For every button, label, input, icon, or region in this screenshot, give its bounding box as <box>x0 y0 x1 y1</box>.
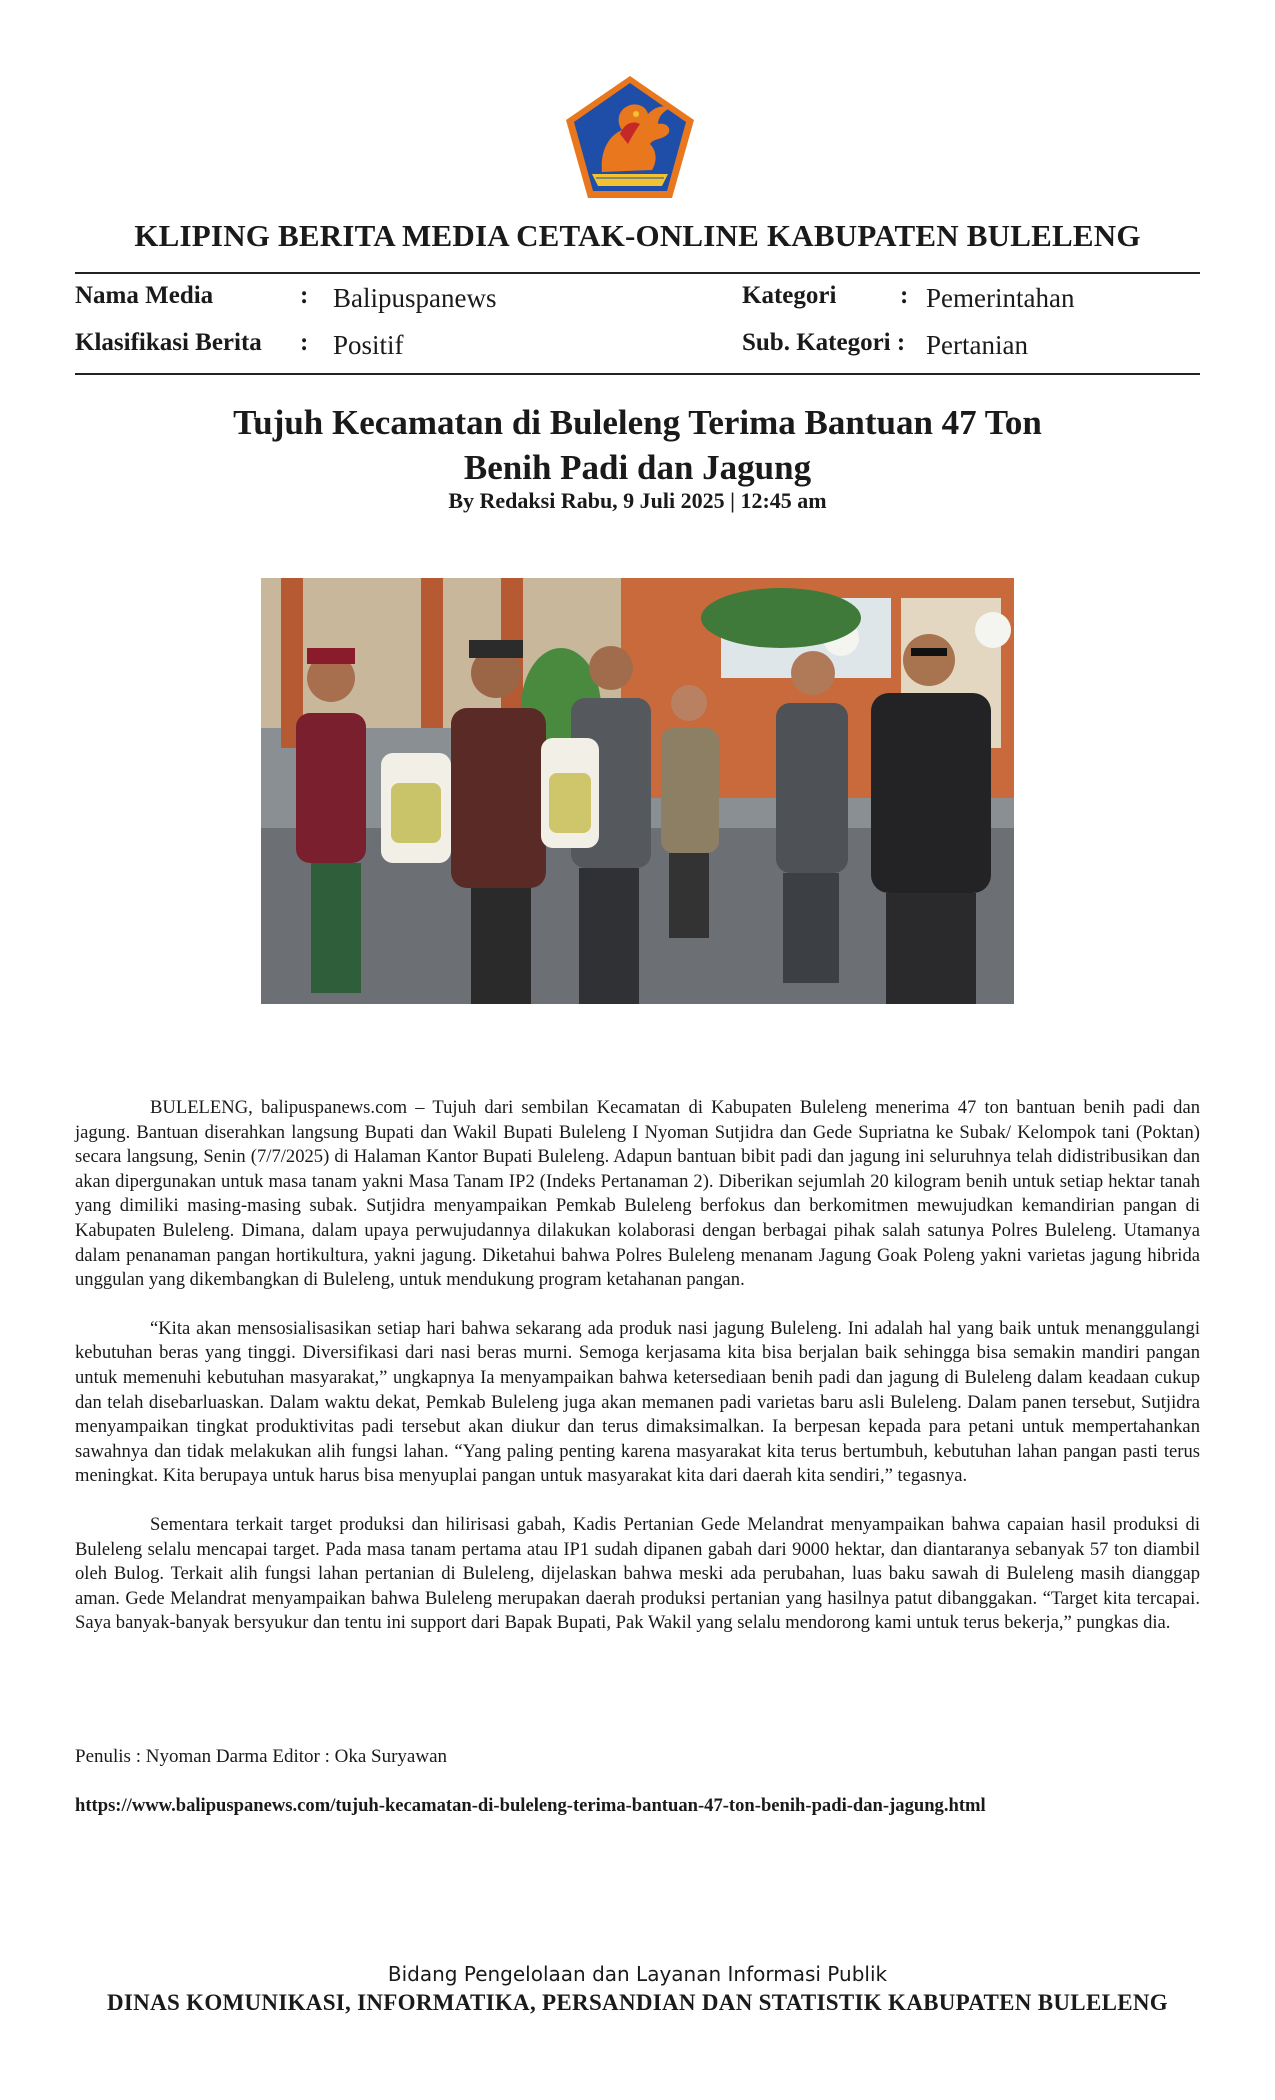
article-byline: By Redaksi Rabu, 9 Juli 2025 | 12:45 am <box>448 488 827 513</box>
klasifikasi-label: Klasifikasi Berita <box>75 329 262 356</box>
nama-media-value: Balipuspanews <box>333 283 497 313</box>
klasifikasi-value: Positif <box>333 330 404 360</box>
top-divider <box>75 272 1200 274</box>
paragraph-1: BULELENG, balipuspanews.com – Tujuh dari sembilan Kecamatan di Kabupaten Buleleng menerima 47 ton bantuan benih padi dan jagung. Bantuan diserahkan langsung Bupati dan Wakil Bupati Buleleng I Nyoman Sutjidra dan Gede Supriatna ke Subak/ Kelompok tani (Poktan) secara langsung, Senin (7/7/2025) di Halaman Kantor Bupati Buleleng. Adapun bantuan bibit padi dan jagung ini seluruhnya telah didistribusikan dan akan dipergunakan untuk masa tanam yakni Masa Tanam IP2 (Indeks Pertanaman 2). Diberikan sejumlah 20 kilogram benih untuk setiap hektar tanah yang dimiliki masing-masing subak. Sutjidra menyampaikan Pemkab Buleleng berfokus dan berkomitmen mewujudkan kemandirian pangan di Kabupaten Buleleng. Dimana, dalam upaya perwujudannya dilakukan kolaborasi dengan berbagai pihak salah satunya Polres Buleleng. Utamanya dalam penanaman pangan hortikultura, yakni jagung. Diketahui bahwa Polres Buleleng menanam Jagung Goak Poleng yakni varietas jagung hibrida unggulan yang dikembangkan di Buleleng, untuk mendukung program ketahanan pangan. <box>75 1097 1200 1291</box>
footer-agency: DINAS KOMUNIKASI, INFORMATIKA, PERSANDIAN DAN STATISTIK KABUPATEN BULELENG <box>107 1990 1168 2015</box>
colon: : <box>300 282 309 309</box>
article-photo <box>261 578 1014 1004</box>
clipping-title: KLIPING BERITA MEDIA CETAK-ONLINE KABUPATEN BULELENG <box>134 218 1141 253</box>
paragraph-3: Sementara terkait target produksi dan hilirisasi gabah, Kadis Pertanian Gede Melandrat menyampaikan bahwa capaian hasil produksi di Buleleng selalu mencapai target. Pada masa tanam pertama atau IP1 sudah dipanen gabah dari 9000 hektar, dan diantaranya sebanyak 57 ton diambil oleh Bulog. Terkait alih fungsi lahan pertanian di Buleleng, dijelaskan bahwa meski ada perubahan, luas baku sawah di Buleleng masih dianggap aman. Gede Melandrat menyampaikan bahwa Buleleng merupakan daerah produksi pertanian yang hasilnya patut dibanggakan. “Target kita tercapai. Saya banyak-banyak bersyukur dan tentu ini support dari Bapak Bupati, Pak Wakil yang selalu mendorong kami untuk terus bekerja,” pungkas dia. <box>75 1513 1200 1634</box>
nama-media-label: Nama Media <box>75 282 214 309</box>
paragraph-2: “Kita akan mensosialisasikan setiap hari bahwa sekarang ada produk nasi jagung Buleleng. Ini adalah hal yang baik untuk menanggulangi kebutuhan beras yang tinggi. Diversifikasi dari nasi beras murni. Semoga kerjasama kita bisa berjalan baik sehingga bisa semakin mandiri pangan untuk memenuhi kebutuhan masyarakat,” ungkapnya Ia menyampaikan bahwa ketersediaan benih padi dan jagung di Buleleng dalam keadaan cukup dan telah disebarluaskan. Dalam waktu dekat, Pemkab Buleleng juga akan memanen padi varietas baru asli Buleleng. Dalam panen tersebut, Sutjidra menyampaikan tingkat produktivitas padi tersebut akan diukur dan terus dimaksimalkan. Ia berpesan kepada para petani untuk mempertahankan sawahnya dan tidak melakukan alih fungsi lahan. “Yang paling penting karena masyarakat kita terus bertumbuh, kebutuhan lahan pangan pasti terus meningkat. Kita berupaya untuk harus bisa menyuplai pangan untuk masyarakat kita dari daerah kita sendiri,” tegasnya. <box>75 1317 1200 1487</box>
article-body <box>75 1096 1200 1660</box>
article-credits: Penulis : Nyoman Darma Editor : Oka Suryawan <box>75 1746 448 1767</box>
meta-divider <box>75 373 1200 375</box>
colon: : <box>900 282 909 309</box>
regency-emblem-icon <box>562 74 698 202</box>
sub-kategori-label: Sub. Kategori : <box>742 329 906 356</box>
kategori-value: Pemerintahan <box>926 283 1075 313</box>
headline-line-1: Tujuh Kecamatan di Buleleng Terima Bantuan 47 Ton <box>233 403 1042 442</box>
kategori-label: Kategori <box>742 282 837 309</box>
colon: : <box>300 329 309 356</box>
headline-line-2: Benih Padi dan Jagung <box>463 448 812 487</box>
footer-department: Bidang Pengelolaan dan Layanan Informasi Publik <box>387 1962 888 1986</box>
article-headline <box>75 400 1200 490</box>
sub-kategori-value: Pertanian <box>926 330 1028 360</box>
source-url-link[interactable]: https://www.balipuspanews.com/tujuh-kecamatan-di-buleleng-terima-bantuan-47-ton-benih-padi-dan-jagung.html <box>75 1795 986 1816</box>
